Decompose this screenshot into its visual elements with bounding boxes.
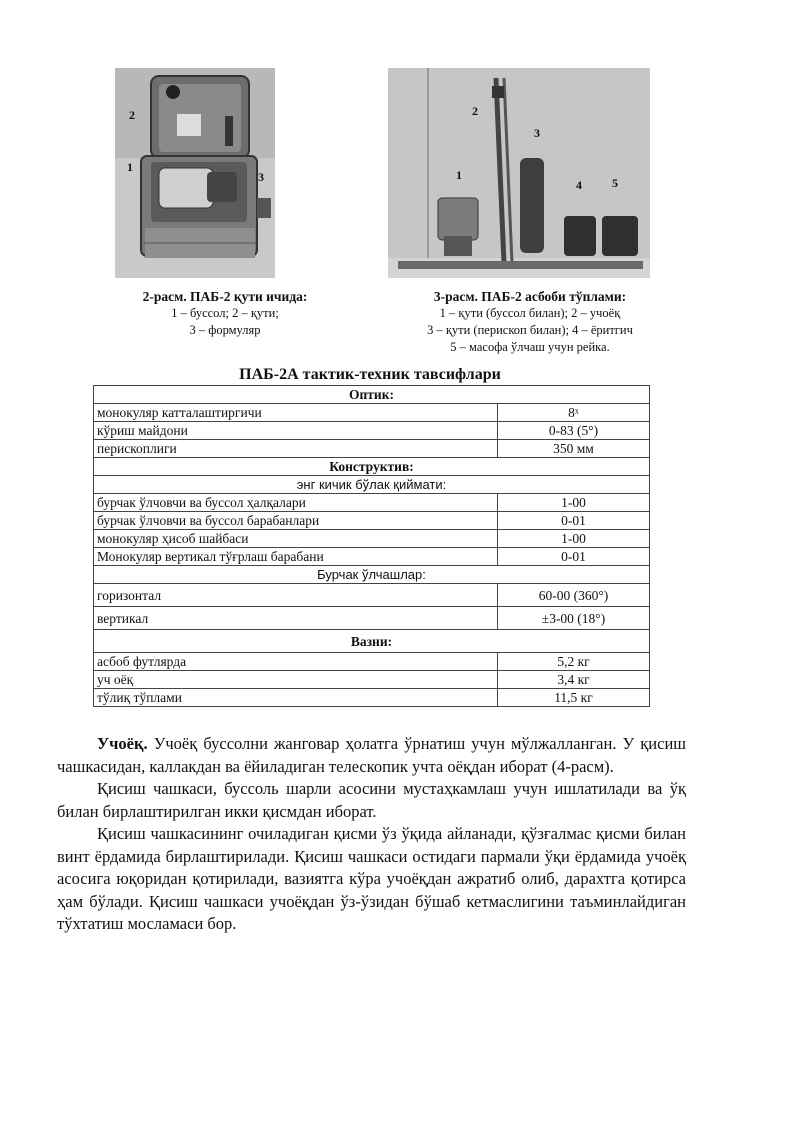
box-illustration	[115, 68, 275, 278]
paragraph-text: Учоёқ буссолни жанговар ҳолатга ўрнатиш учун мўлжалланган. У қисиш чашкасидан, каллакдан ва ёйиладиган телескопик учта оёқдан иборат (4-расм).	[57, 734, 686, 776]
set-illustration	[388, 68, 650, 278]
row-label: вертикал	[94, 607, 498, 630]
row-label: асбоб футлярда	[94, 653, 498, 671]
marker-2: 2	[472, 104, 478, 118]
marker-4: 4	[576, 178, 582, 192]
caption-title: 3-расм. ПАБ-2 асбоби тўплами:	[433, 289, 627, 304]
caption-line: 3 – формуляр	[189, 323, 261, 337]
marker-1: 1	[127, 160, 133, 174]
table-row	[94, 440, 650, 458]
table-row	[94, 689, 650, 707]
table-title: ПАБ-2А тактик-техник тавсифлари	[239, 366, 501, 383]
row-label: бурчак ўлчовчи ва буссол ҳалқалари	[94, 494, 498, 512]
caption-line: 1 – қути (буссол билан); 2 – учоёқ	[439, 306, 621, 320]
specifications-table	[93, 385, 650, 707]
caption-line: 5 – масофа ўлчаш учун рейка.	[450, 340, 610, 354]
row-value: 8ˣ	[498, 404, 650, 422]
section-header: Конструктив:	[94, 458, 650, 476]
row-label: кўриш майдони	[94, 422, 498, 440]
table-row	[94, 512, 650, 530]
table-row	[94, 404, 650, 422]
figure-3-caption	[380, 288, 680, 356]
row-value: 1-00	[498, 494, 650, 512]
row-value: 0-01	[498, 512, 650, 530]
marker-3: 3	[534, 126, 540, 140]
paragraph	[57, 733, 686, 778]
subsection-header: энг кичик бўлак қиймати:	[94, 476, 650, 494]
subsection-header: Бурчак ўлчашлар:	[94, 566, 650, 584]
marker-3: 3	[258, 170, 264, 184]
row-value: 0-83 (5°)	[498, 422, 650, 440]
row-label: монокуляр ҳисоб шайбаси	[94, 530, 498, 548]
table-row	[94, 494, 650, 512]
row-label: тўлиқ тўплами	[94, 689, 498, 707]
row-label: бурчак ўлчовчи ва буссол барабанлари	[94, 512, 498, 530]
table-row	[94, 671, 650, 689]
row-value: 5,2 кг	[498, 653, 650, 671]
marker-5: 5	[612, 176, 618, 190]
caption-line: 1 – буссол; 2 – қути;	[171, 306, 279, 320]
paragraph-lead: Учоёқ.	[97, 734, 148, 753]
row-value: 11,5 кг	[498, 689, 650, 707]
row-label: Монокуляр вертикал тўғрлаш барабани	[94, 548, 498, 566]
row-label: горизонтал	[94, 584, 498, 607]
paragraph: Қисиш чашкаси, буссоль шарли асосини мустаҳкамлаш учун ишлатилади ва ўқ билан бирлаштирилган икки қисмдан иборат.	[57, 779, 686, 821]
table-row	[94, 607, 650, 630]
row-label: монокуляр катталаштиргичи	[94, 404, 498, 422]
figure-2-caption	[100, 288, 350, 339]
figure-pab2-box-photo	[115, 68, 275, 278]
caption-line: 3 – қути (перископ билан); 4 – ёритгич	[427, 323, 633, 337]
row-value: 0-01	[498, 548, 650, 566]
body-text	[57, 733, 686, 936]
table-row	[94, 584, 650, 607]
row-value: ±3-00 (18°)	[498, 607, 650, 630]
table-row	[94, 530, 650, 548]
row-value: 350 мм	[498, 440, 650, 458]
figure-pab2-set-photo	[388, 68, 650, 278]
table-row	[94, 548, 650, 566]
marker-1: 1	[456, 168, 462, 182]
paragraph: Қисиш чашкасининг очиладиган қисми ўз ўқида айланади, қўзғалмас қисми билан винт ёрдамида бирлаштирилади. Қисиш чашкаси остидаги пармали ўқи ёрдамида учоёқ асосига юқоридан қотирилади, вазиятга кўра учоёқдан ажратиб олиб, дарахтга қотирса ҳам бўлади. Қисиш чашкаси учоёқдан ўз-ўзидан бўшаб кетмаслигини таъминлайдиган тўхтатиш мосламаси бор.	[57, 824, 686, 933]
marker-2: 2	[129, 108, 135, 122]
row-label: перископлиги	[94, 440, 498, 458]
row-value: 1-00	[498, 530, 650, 548]
table-row	[94, 422, 650, 440]
section-header: Вазни:	[94, 630, 650, 653]
caption-title: 2-расм. ПАБ-2 қути ичида:	[142, 289, 308, 304]
row-label: уч оёқ	[94, 671, 498, 689]
section-header: Оптик:	[94, 386, 650, 404]
row-value: 3,4 кг	[498, 671, 650, 689]
row-value: 60-00 (360°)	[498, 584, 650, 607]
table-row	[94, 653, 650, 671]
